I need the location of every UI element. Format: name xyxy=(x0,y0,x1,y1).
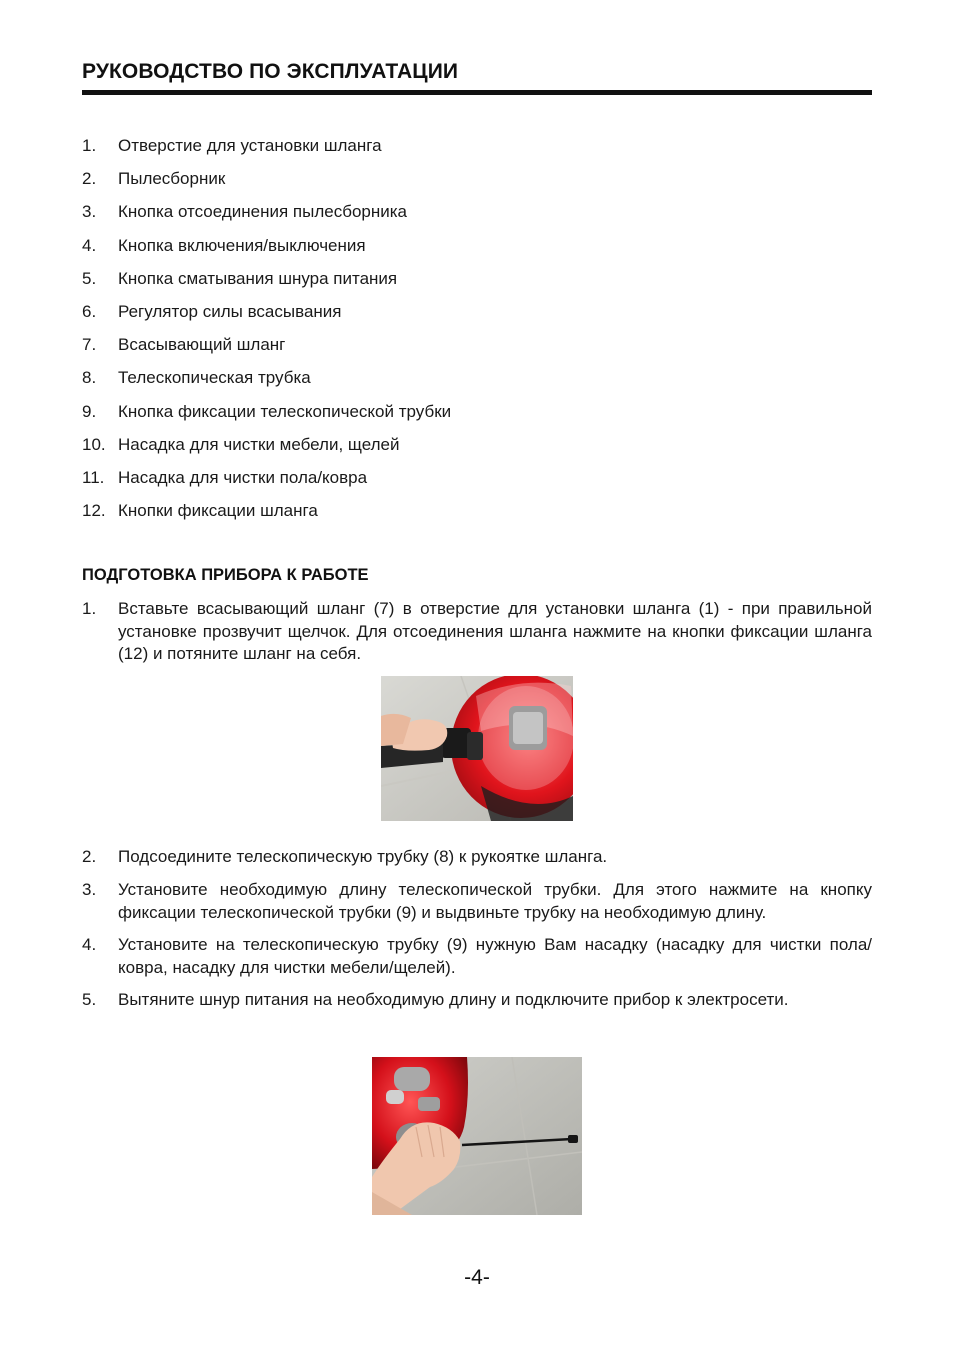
step-item xyxy=(82,598,872,666)
header-divider xyxy=(82,90,872,95)
item-text: Насадка для чистки мебели, щелей xyxy=(118,434,400,454)
item-number: 8. xyxy=(82,368,97,388)
item-text: Кнопки фиксации шланга xyxy=(118,501,318,521)
parts-list xyxy=(82,134,872,532)
item-number: 2. xyxy=(82,169,97,189)
step-text: Установите на телескопическую трубку (9) нужную Вам насадку (насадку для чистки пола/ковра, насадку для чистки мебели/щелей). xyxy=(118,935,872,977)
list-item xyxy=(82,400,872,433)
item-text: Пылесборник xyxy=(118,169,226,189)
list-item xyxy=(82,300,872,333)
list-item xyxy=(82,366,872,399)
step-text: Вытяните шнур питания на необходимую длину и подключите прибор к электросети. xyxy=(118,990,789,1009)
item-text: Телескопическая трубка xyxy=(118,368,311,388)
step-item xyxy=(82,846,872,869)
step-number: 5. xyxy=(82,990,97,1009)
power-cord-image xyxy=(372,1057,582,1215)
step-number: 1. xyxy=(82,599,97,618)
item-number: 4. xyxy=(82,235,97,255)
list-item xyxy=(82,267,872,300)
hose-insertion-image xyxy=(381,676,573,821)
item-text: Всасывающий шланг xyxy=(118,335,286,355)
page-title: РУКОВОДСТВО ПО ЭКСПЛУАТАЦИИ xyxy=(82,60,459,83)
item-number: 10. xyxy=(82,434,106,454)
power-cord-photo xyxy=(372,1057,582,1215)
item-number: 6. xyxy=(82,301,97,321)
item-number: 3. xyxy=(82,202,97,222)
item-number: 7. xyxy=(82,335,97,355)
step-number: 2. xyxy=(82,847,97,866)
step-number: 3. xyxy=(82,880,97,899)
section-title: ПОДГОТОВКА ПРИБОРА К РАБОТЕ xyxy=(82,566,369,584)
step-item xyxy=(82,989,872,1012)
step-text: Подсоедините телескопическую трубку (8) к рукоятке шланга. xyxy=(118,847,608,866)
item-text: Регулятор силы всасывания xyxy=(118,301,342,321)
list-item xyxy=(82,499,872,532)
step-item xyxy=(82,934,872,979)
step-item xyxy=(82,879,872,924)
item-number: 5. xyxy=(82,268,97,288)
list-item xyxy=(82,466,872,499)
item-number: 1. xyxy=(82,136,97,155)
step-number: 4. xyxy=(82,935,97,954)
item-text: Кнопка включения/выключения xyxy=(118,235,366,255)
list-item xyxy=(82,433,872,466)
hose-insertion-photo xyxy=(381,676,573,821)
page-number: -4- xyxy=(464,1266,490,1289)
item-text: Кнопка отсоединения пылесборника xyxy=(118,202,408,222)
list-item xyxy=(82,200,872,233)
item-text: Насадка для чистки пола/ковра xyxy=(118,467,368,487)
list-item xyxy=(82,333,872,366)
list-item xyxy=(82,234,872,267)
step-text: Вставьте всасывающий шланг (7) в отверстие для установки шланга (1) - при правильной установке прозвучит щелчок. Для отсоединения шланга нажмите на кнопки фиксации шланга (12) и потяните шланг на себя. xyxy=(118,599,872,663)
item-text: Кнопка фиксации телескопической трубки xyxy=(118,401,452,421)
item-number: 11. xyxy=(82,467,105,487)
item-number: 12. xyxy=(82,501,106,521)
step-text: Установите необходимую длину телескопической трубки. Для этого нажмите на кнопку фиксации телескопической трубки (9) и выдвиньте трубку на необходимую длину. xyxy=(118,880,872,922)
item-number: 9. xyxy=(82,401,97,421)
list-item xyxy=(82,134,872,167)
item-text: Отверстие для установки шланга xyxy=(118,136,382,155)
list-item xyxy=(82,167,872,200)
item-text: Кнопка сматывания шнура питания xyxy=(118,268,398,288)
